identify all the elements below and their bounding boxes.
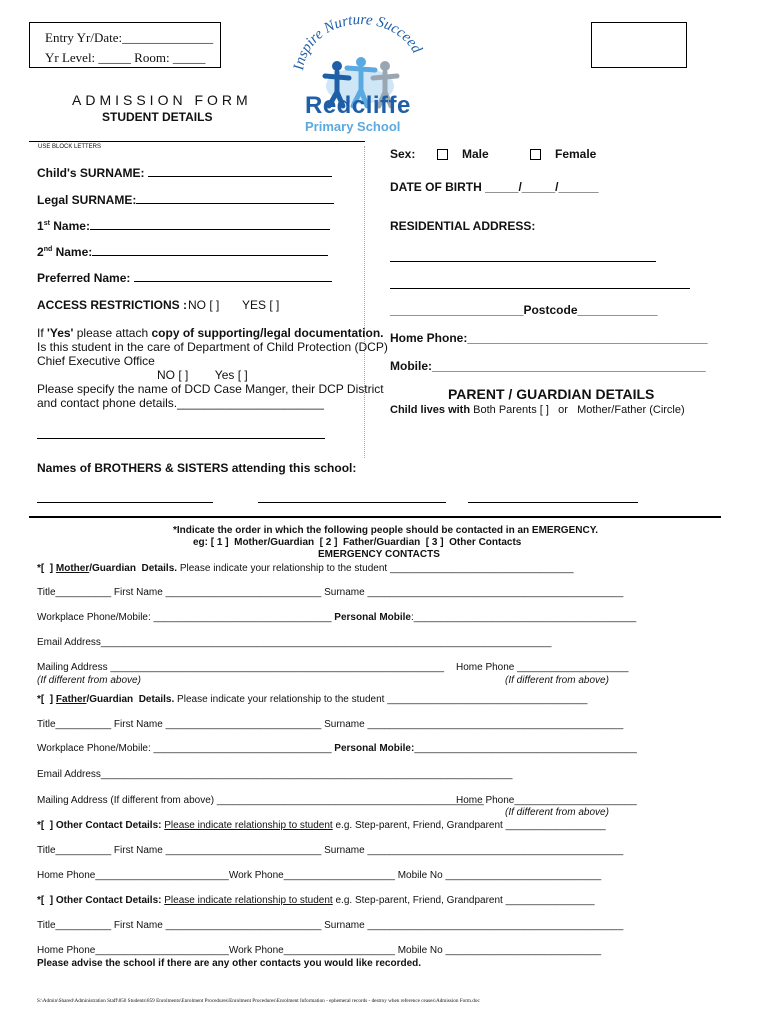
sex-label: Sex: (390, 147, 416, 161)
father-email-row[interactable]: Email Address__________________________________________________________________________ (37, 769, 513, 780)
sibling-field-2[interactable] (258, 490, 446, 508)
female-checkbox[interactable] (530, 149, 541, 160)
form-subtitle: STUDENT DETAILS (102, 110, 213, 124)
block-letters-rule (29, 141, 365, 142)
access-restrictions-label: ACCESS RESTRICTIONS : (37, 298, 188, 312)
section-rule (29, 516, 721, 518)
sex-male-option[interactable]: Male (437, 147, 489, 161)
address-line-1[interactable] (390, 249, 656, 267)
father-details-heading[interactable]: *[ ] Father/Guardian Details. Please indicate your relationship to the student ____________________________________ (37, 694, 588, 705)
school-name: Redcliffe (305, 92, 411, 119)
other-contact-1-heading[interactable]: *[ ] Other Contact Details: Please indicate relationship to student e.g. Step-parent, Friend, Grandparent __________________ (37, 820, 606, 831)
other-contact-2-phones-row[interactable]: Home Phone________________________Work Phone____________________ Mobile No ____________________________ (37, 945, 602, 956)
yr-level-room-field[interactable]: Yr Level: _____ Room: _____ (45, 50, 206, 65)
mother-mailing-address[interactable]: Mailing Address ____________________________________________________________ (37, 662, 445, 673)
legal-surname-label[interactable]: Legal SURNAME: (37, 193, 334, 207)
emergency-contacts-heading: EMERGENCY CONTACTS (318, 549, 440, 560)
school-subtitle: Primary School (305, 119, 401, 134)
father-mailing-address[interactable]: Mailing Address (If different from above) ________________________________________________ (37, 795, 484, 806)
child-lives-with-field[interactable]: Child lives with Both Parents [ ] or Mother/Father (Circle) (390, 404, 685, 416)
home-phone-field[interactable]: Home Phone:____________________________________ (390, 331, 708, 345)
father-work-phone-row[interactable]: Workplace Phone/Mobile: ________________________________ Personal Mobile:________________________________________ (37, 743, 637, 754)
sex-female-option[interactable]: Female (530, 147, 596, 161)
date-of-birth-field[interactable]: DATE OF BIRTH _____/_____/______ (390, 180, 599, 194)
father-home-phone[interactable]: Home Phone______________________ (456, 795, 637, 806)
other-contact-1-name-row[interactable]: Title__________ First Name ____________________________ Surname ______________________________________________ (37, 845, 624, 856)
block-letters-note: USE BLOCK LETTERS (38, 144, 102, 150)
file-path-footer: S:\Admin\Shared\Administration Staff\850 Students\859 Enrolments\Enrolment Procedures\Enrolment Procedures\Enrolment Information - ephemeral records - destroy when reference ceases\Admission Form.doc (37, 998, 480, 1004)
father-name-row[interactable]: Title__________ First Name ____________________________ Surname ______________________________________________ (37, 719, 624, 730)
childs-surname-label[interactable]: Child's SURNAME: (37, 166, 332, 180)
dcp-question: Is this student in the care of Department of Child Protection (DCP) (37, 340, 388, 354)
advise-note: Please advise the school if there are any other contacts you would like recorded. (37, 958, 422, 969)
form-title: ADMISSION FORM (72, 92, 252, 108)
mother-work-phone-row[interactable]: Workplace Phone/Mobile: ________________________________ Personal Mobile:________________________________________ (37, 612, 637, 623)
dcp-office: Chief Executive Office (37, 354, 155, 368)
other-contact-1-phones-row[interactable]: Home Phone________________________Work Phone____________________ Mobile No ____________________________ (37, 870, 602, 881)
photo-box (591, 22, 687, 68)
siblings-label: Names of BROTHERS & SISTERS attending this school: (37, 461, 357, 475)
entry-date-field[interactable]: Entry Yr/Date:______________ (45, 30, 214, 45)
other-contact-2-name-row[interactable]: Title__________ First Name ____________________________ Surname ______________________________________________ (37, 920, 624, 931)
father-home-note: (If different from above) (505, 807, 609, 818)
dcp-contact-field[interactable]: and contact phone details.______________________ (37, 396, 324, 410)
sibling-field-3[interactable] (468, 490, 638, 508)
column-divider (364, 146, 365, 458)
dcp-case-manager-request: Please specify the name of DCD Case Manger, their DCP District (37, 382, 384, 396)
sibling-field-1[interactable] (37, 490, 213, 508)
other-contact-2-heading[interactable]: *[ ] Other Contact Details: Please indicate relationship to student e.g. Step-parent, Friend, Grandparent ________________ (37, 895, 595, 906)
emergency-example: eg: [ 1 ] Mother/Guardian [ 2 ] Father/Guardian [ 3 ] Other Contacts (193, 537, 522, 548)
second-name-field[interactable]: 2nd Name: (37, 245, 328, 259)
first-name-field[interactable]: 1st Name: (37, 219, 330, 233)
mobile-field[interactable]: Mobile:_________________________________________ (390, 359, 706, 373)
parent-guardian-heading: PARENT / GUARDIAN DETAILS (448, 386, 655, 402)
mother-details-heading[interactable]: *[ ] Mother/Guardian Details. Please indicate your relationship to the student _________________________________ (37, 563, 574, 574)
mother-home-phone[interactable]: Home Phone ____________________ (456, 662, 629, 673)
svg-text:Inspire Nurture Succeed: Inspire Nurture Succeed (291, 14, 425, 72)
preferred-name-field[interactable]: Preferred Name: (37, 271, 332, 285)
address-line-2[interactable] (390, 276, 690, 294)
emergency-instruction: *Indicate the order in which the following people should be contacted in an EMERGENCY. (173, 525, 599, 536)
postcode-field[interactable]: ____________________Postcode____________ (390, 303, 658, 317)
mother-home-note: (If different from above) (505, 675, 609, 686)
mother-name-row[interactable]: Title__________ First Name ____________________________ Surname ______________________________________________ (37, 587, 624, 598)
access-yes-option[interactable]: YES [ ] (242, 298, 280, 312)
mother-email-row[interactable]: Email Address_________________________________________________________________________________ (37, 637, 552, 648)
if-yes-instruction: If 'Yes' please attach copy of supporting/legal documentation. (37, 326, 384, 340)
residential-address-label: RESIDENTIAL ADDRESS: (390, 219, 536, 233)
mother-mailing-note: (If different from above) (37, 675, 141, 686)
dcp-no-yes-options[interactable]: NO [ ] Yes [ ] (157, 368, 248, 382)
male-checkbox[interactable] (437, 149, 448, 160)
access-no-option[interactable]: NO [ ] (188, 298, 220, 312)
dcp-extra-line[interactable] (37, 426, 325, 444)
